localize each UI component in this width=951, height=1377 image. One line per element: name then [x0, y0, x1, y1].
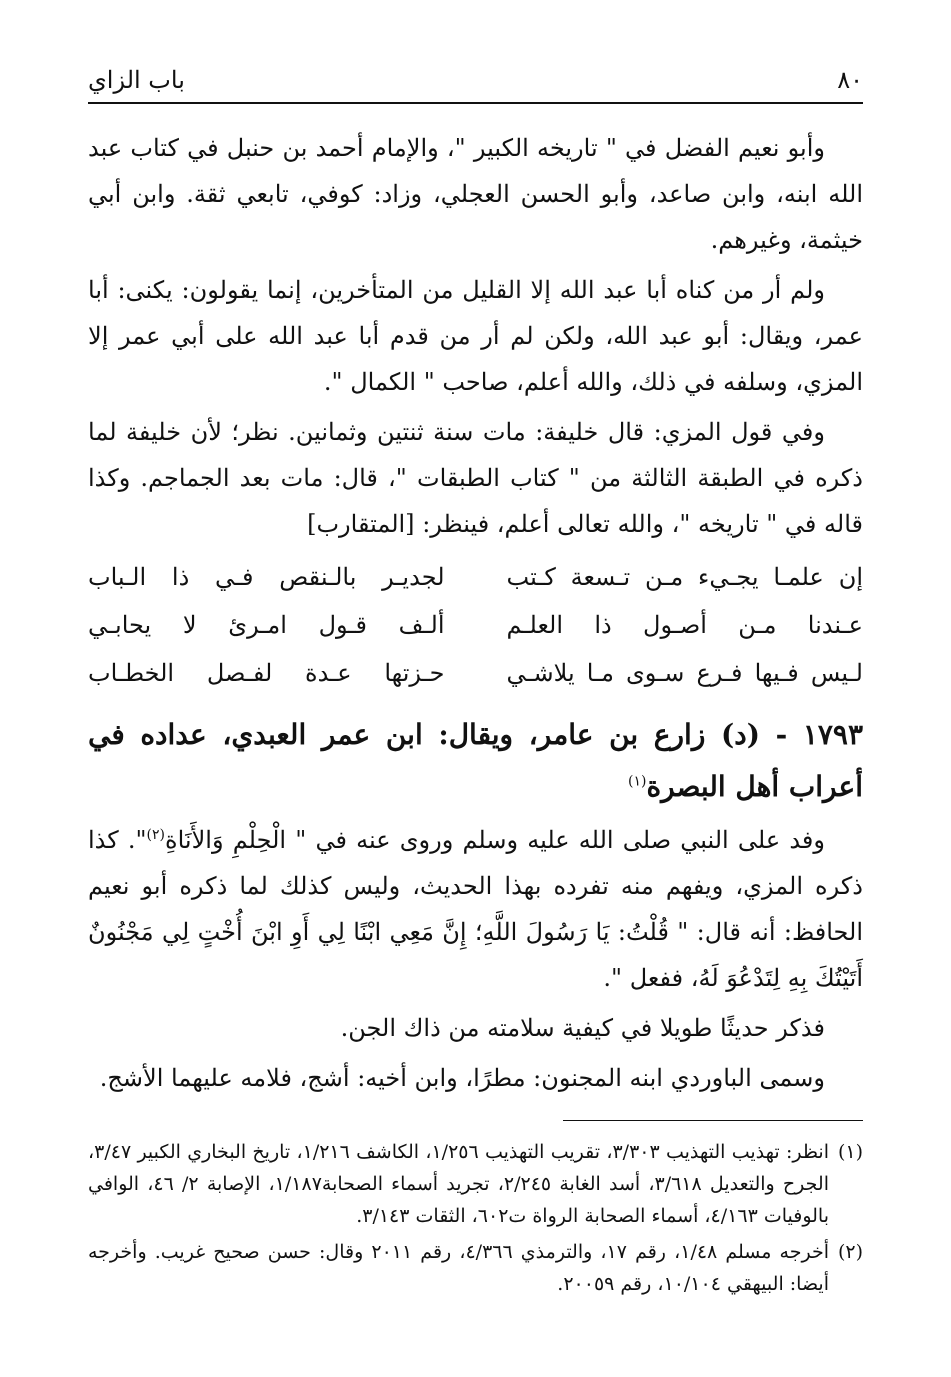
footnote: [88, 1136, 863, 1232]
footnote-text: انظر: تهذيب التهذيب ٣/٣٠٣، تقريب التهذيب ١/٢٥٦، الكاشف ١/٢١٦، تاريخ البخاري الكبير ٣/٤٧، الجرح والتعديل ٣/٦١٨، أسد الغابة ٢/٢٤٥، تجريد أسماء الصحابة١/١٨٧، الإصابة ٢/ ٤٦، الوافي بالوفيات ٤/١٦٣، أسماء الصحابة الرواة ت٦٠٢، الثقات ٣/١٤٣.: [88, 1141, 829, 1227]
paragraph: وأبو نعيم الفضل في " تاريخه الكبير "، والإمام أحمد بن حنبل في كتاب عبد الله ابنه، وابن صاعد، وأبو الحسن العجلي، وزاد: كوفي، تابعي ثقة. وابن أبي خيثمة، وغيرهم.: [88, 134, 863, 254]
entry-heading: [88, 709, 863, 813]
book-page: [88, 0, 863, 1377]
footnotes: [88, 1136, 863, 1304]
footnote-reference[interactable]: (١): [628, 773, 647, 790]
verse-first-hemistich: إن علمـا يجـيء مـن تـسعة كـتب: [506, 563, 863, 591]
verse-line: [88, 553, 863, 601]
paragraph: ولم أر من كناه أبا عبد الله إلا القليل من المتأخرين، إنما يقولون: يكنى: أبا عمر، ويقال: أبو عبد الله، ولكن لم أر من قدم أبا عبد الله على أبي عمر إلا المزي، وسلفه في ذلك، والله أعلم، صاحب " الكمال ".: [88, 276, 863, 396]
verse-line: [88, 649, 863, 697]
paragraph: وسمى الباوردي ابنه المجنون: مطرًا، وابن أخيه: أشج، فلامه عليهما الأشج.: [99, 1064, 825, 1092]
poem: [88, 553, 863, 697]
poetic-meter: [المتقارب]: [307, 510, 415, 538]
footnote-number: (١): [837, 1141, 863, 1163]
footnote-separator: [563, 1120, 863, 1121]
paragraph-text: ". كذا ذكره المزي، ويفهم منه تفرده بهذا الحديث، وليس كذلك لما ذكره أبو نعيم الحافظ: أنه قال: " قُلْتُ: يَا رَسُولَ اللَّهِ؛ إِنَّ مَعِي ابْنًا لِي أَوِ ابْنَ أُخْتٍ لِي مَجْنُونٌ أَتَيْتُكَ بِهِ لِتَدْعُوَ لَهُ، ففعل ".: [88, 826, 863, 992]
entry-heading-text: ١٧٩٣ - (د) زارع بن عامر، ويقال: ابن عمر العبدي، عداده في أعراب أهل البصرة: [88, 718, 863, 803]
main-text: [88, 125, 863, 1105]
verse-second-hemistich: حـزتها عـدة لفـصل الخطـاب: [88, 659, 445, 687]
paragraph-text: وفد على النبي صلى الله عليه وسلم وروى عنه في " الْحِلْمِ وَالأَنَاةِ: [165, 826, 825, 854]
paragraph: [88, 817, 863, 1001]
footnote-number: (٢): [837, 1241, 863, 1263]
verse-second-hemistich: لجديـر بالـنقص فـي ذا الـباب: [88, 563, 445, 591]
section-title: باب الزاي: [88, 66, 185, 94]
verse-first-hemistich: عـندنا مـن أصـول ذا العلـم: [506, 611, 863, 639]
footnote: [88, 1236, 863, 1300]
paragraph: فذكر حديثًا طويلا في كيفية سلامته من ذاك الجن.: [340, 1014, 825, 1042]
footnote-reference[interactable]: (٢): [146, 827, 166, 843]
verse-line: [88, 601, 863, 649]
paragraph: [88, 409, 863, 547]
running-header: [88, 62, 863, 104]
verse-second-hemistich: ألـف قـول امـرئ لا يحابـي: [88, 611, 445, 639]
footnote-text: أخرجه مسلم ١/٤٨، رقم ١٧، والترمذي ٤/٣٦٦، رقم ٢٠١١ وقال: حسن صحيح غريب. وأخرجه أيضا: البيهقي ١٠/١٠٤، رقم ٢٠٠٥٩.: [88, 1241, 829, 1295]
verse-first-hemistich: لـيس فـيها فـرع سـوى مـا يلاشـي: [506, 659, 863, 687]
paragraph-text: وفي قول المزي: قال خليفة: مات سنة ثنتين وثمانين. نظر؛ لأن خليفة لما ذكره في الطبقة الثالثة من " كتاب الطبقات "، قال: مات بعد الجماجم. وكذا قاله في " تاريخه "، والله تعالى أعلم، فينظر:: [88, 418, 863, 538]
page-number: ٨٠: [837, 66, 863, 94]
